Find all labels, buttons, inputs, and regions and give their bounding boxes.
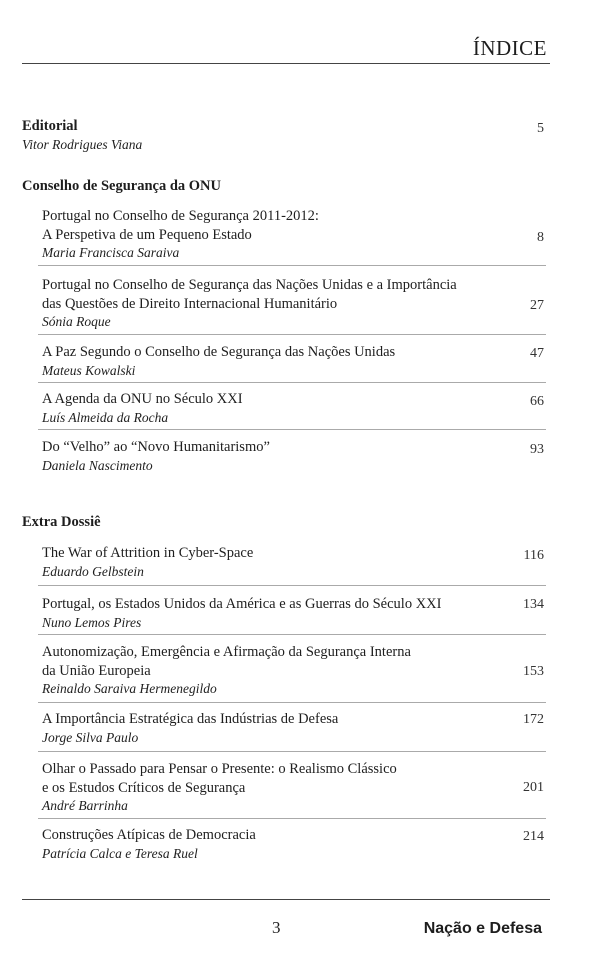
entry-author: Patrícia Calca e Teresa Ruel bbox=[42, 845, 198, 861]
entry-page: 201 bbox=[523, 780, 544, 795]
entry-title-line: Portugal no Conselho de Segurança 2011-2012: bbox=[42, 208, 319, 224]
toc-entry[interactable] bbox=[42, 826, 546, 863]
footer-page-number: 3 bbox=[272, 918, 281, 937]
entry-divider bbox=[38, 585, 546, 586]
toc-entry[interactable] bbox=[42, 760, 546, 815]
entry-page: 8 bbox=[537, 230, 544, 245]
header-rule bbox=[22, 63, 550, 64]
entry-author: Maria Francisca Saraiva bbox=[42, 245, 180, 260]
section-title-extra-dossie: Extra Dossiê bbox=[22, 514, 101, 530]
entry-divider bbox=[38, 634, 546, 635]
entry-title-line: das Questões de Direito Internacional Humanitário bbox=[42, 295, 338, 312]
toc-entry[interactable] bbox=[42, 343, 546, 380]
entry-author: Sónia Roque bbox=[42, 314, 111, 329]
section-title-conselho: Conselho de Segurança da ONU bbox=[22, 178, 221, 194]
entry-page: 5 bbox=[537, 121, 544, 136]
entry-title-line: e os Estudos Críticos de Segurança bbox=[42, 779, 246, 796]
entry-title-line: Autonomização, Emergência e Afirmação da Segurança Interna bbox=[42, 644, 411, 660]
entry-divider bbox=[38, 818, 546, 819]
entry-author: Mateus Kowalski bbox=[42, 362, 136, 378]
entry-page: 47 bbox=[530, 346, 544, 361]
entry-title-line: da União Europeia bbox=[42, 662, 151, 679]
entry-page: 214 bbox=[523, 829, 544, 844]
entry-title-line: Do “Velho” ao “Novo Humanitarismo” bbox=[42, 439, 270, 455]
entry-author: Jorge Silva Paulo bbox=[42, 729, 139, 745]
entry-title-line: Portugal, os Estados Unidos da América e as Guerras do Século XXI bbox=[42, 596, 442, 612]
entry-page: 27 bbox=[530, 298, 544, 313]
toc-entry[interactable] bbox=[42, 544, 546, 581]
entry-title-line: A Agenda da ONU no Século XXI bbox=[42, 391, 243, 407]
entry-divider bbox=[38, 429, 546, 430]
entry-title-line: Olhar o Passado para Pensar o Presente: o Realismo Clássico bbox=[42, 761, 397, 777]
entry-title-line: A Perspetiva de um Pequeno Estado bbox=[42, 226, 252, 243]
entry-divider bbox=[38, 702, 546, 703]
toc-entry[interactable] bbox=[42, 390, 546, 427]
toc-entry[interactable] bbox=[42, 710, 546, 747]
toc-entry[interactable] bbox=[42, 595, 546, 632]
entry-author: André Barrinha bbox=[42, 798, 128, 813]
toc-entry[interactable] bbox=[42, 276, 546, 331]
entry-title-line: The War of Attrition in Cyber-Space bbox=[42, 545, 254, 561]
entry-title-line: A Paz Segundo o Conselho de Segurança das Nações Unidas bbox=[42, 344, 396, 360]
entry-author: Reinaldo Saraiva Hermenegildo bbox=[42, 681, 217, 696]
toc-entry[interactable] bbox=[42, 438, 546, 475]
entry-author: Eduardo Gelbstein bbox=[42, 563, 144, 579]
entry-author: Nuno Lemos Pires bbox=[42, 614, 142, 630]
entry-page: 134 bbox=[523, 597, 544, 612]
entry-page: 116 bbox=[523, 548, 544, 563]
entry-title-line: Portugal no Conselho de Segurança das Nações Unidas e a Importância bbox=[42, 277, 457, 293]
toc-entry-editorial[interactable] bbox=[22, 117, 546, 154]
entry-divider bbox=[38, 382, 546, 383]
journal-name: Nação e Defesa bbox=[423, 920, 542, 937]
toc-entry[interactable] bbox=[42, 207, 546, 262]
entry-divider bbox=[38, 751, 546, 752]
entry-page: 93 bbox=[530, 442, 544, 457]
entry-author: Vitor Rodrigues Viana bbox=[22, 136, 143, 152]
entry-title-line: A Importância Estratégica das Indústrias de Defesa bbox=[42, 711, 339, 727]
entry-page: 153 bbox=[523, 664, 544, 679]
footer-rule bbox=[22, 899, 550, 900]
entry-page: 66 bbox=[530, 394, 544, 409]
toc-entry[interactable] bbox=[42, 643, 546, 698]
entry-title-line: Construções Atípicas de Democracia bbox=[42, 827, 256, 843]
entry-title: Editorial bbox=[22, 118, 78, 134]
entry-divider bbox=[38, 265, 546, 266]
page-title: ÍNDICE bbox=[472, 36, 547, 60]
entry-author: Daniela Nascimento bbox=[42, 457, 153, 473]
entry-author: Luís Almeida da Rocha bbox=[42, 409, 169, 425]
entry-divider bbox=[38, 334, 546, 335]
entry-page: 172 bbox=[523, 712, 544, 727]
